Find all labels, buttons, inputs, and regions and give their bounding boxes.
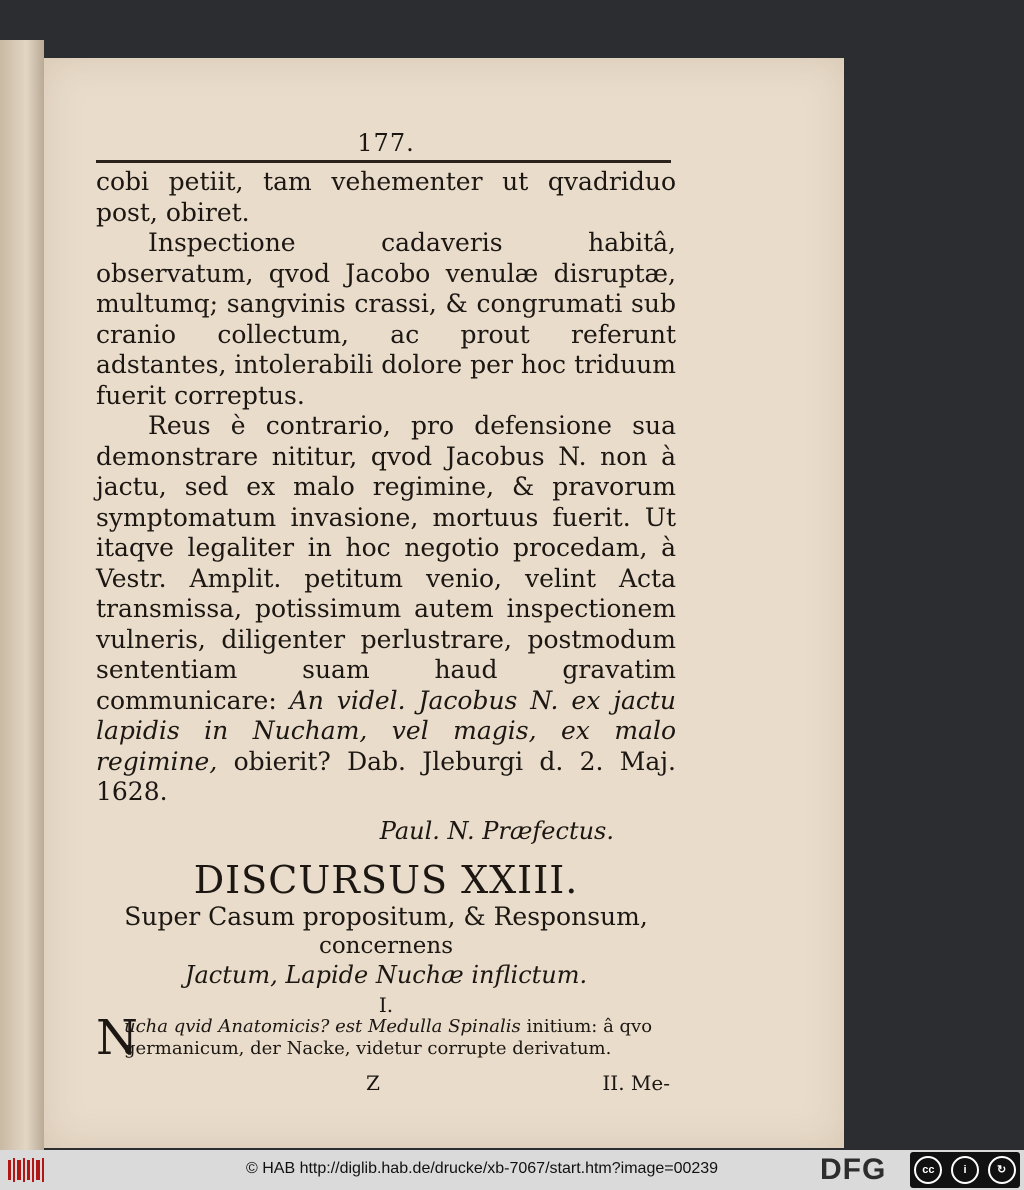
paragraph-3	[96, 411, 676, 808]
dfg-logo: DFG	[820, 1153, 887, 1186]
discursus-heading: DISCURSUS XXIII.	[193, 858, 579, 902]
adjacent-page-edge	[0, 40, 44, 1150]
subheading-1: Super Casum propositum, & Responsum,	[124, 902, 648, 931]
barcode-icon	[6, 1156, 46, 1184]
page-foot	[96, 1068, 676, 1099]
header-rule	[96, 160, 671, 163]
page-number: 177.	[357, 129, 415, 157]
signature: Paul. N. Præfectus.	[379, 816, 614, 845]
section-item	[96, 1010, 676, 1066]
paragraph-1: cobi petiit, tam vehementer ut qvadriduo post, obiret.	[96, 167, 676, 227]
question-text: An videl. Jacobus N. ex jactu lapidis in Nucham, vel magis, ex malo regimine,	[96, 685, 676, 776]
signature-mark: Z	[366, 1071, 380, 1095]
drop-initial: N	[96, 1010, 138, 1066]
page-text-block	[96, 128, 676, 1099]
item-italic: Medulla Spinalis	[367, 1016, 521, 1037]
item-text-b: initium: â qvo germanicum, der Nacke, videtur corrupte derivatum.	[124, 1016, 653, 1059]
subheading-3: Jactum, Lapide Nuchæ inflictum.	[184, 961, 588, 989]
cc-icon: cc	[914, 1156, 942, 1184]
paragraph-2: Inspectione cadaveris habitâ, observatum, qvod Jacobo venulæ disruptæ, multumq; sangvinis crassi, & congrumati sub cranio collectum, ac prout referunt adstantes, intolerabili dolore per hoc triduum fuerit correptus.	[96, 228, 676, 410]
catchword: II. Me-	[602, 1071, 670, 1095]
item-text-a: ucha qvid Anatomicis? est	[124, 1016, 363, 1037]
footer-bar	[0, 1150, 1024, 1190]
subheading-2: concernens	[318, 933, 454, 959]
license-badge[interactable]	[910, 1152, 1020, 1188]
section-number: I.	[378, 993, 394, 1017]
date-line: obierit? Dab. Jleburgi d. 2. Maj. 1628.	[96, 746, 676, 806]
book-page	[44, 58, 844, 1148]
footer-credit[interactable]: © HAB http://diglib.hab.de/drucke/xb-7067/start.htm?image=00239	[246, 1160, 719, 1177]
paragraph-3-text: Reus è contrario, pro defensione sua demonstrare nititur, qvod Jacobus N. non à jactu, sed ex malo regimine, & pravorum symptomatum invasione, mortuus fuerit. Ut itaqve legaliter in hoc negotio procedam, à Vestr. Amplit. petitum venio, velint Acta transmissa, potissimum autem inspectionem vulneris, diligenter perlustrare, postmodum sententiam suam haud gravatim communicare:	[96, 411, 676, 715]
sa-icon: ↻	[988, 1156, 1016, 1184]
by-icon: i	[951, 1156, 979, 1184]
